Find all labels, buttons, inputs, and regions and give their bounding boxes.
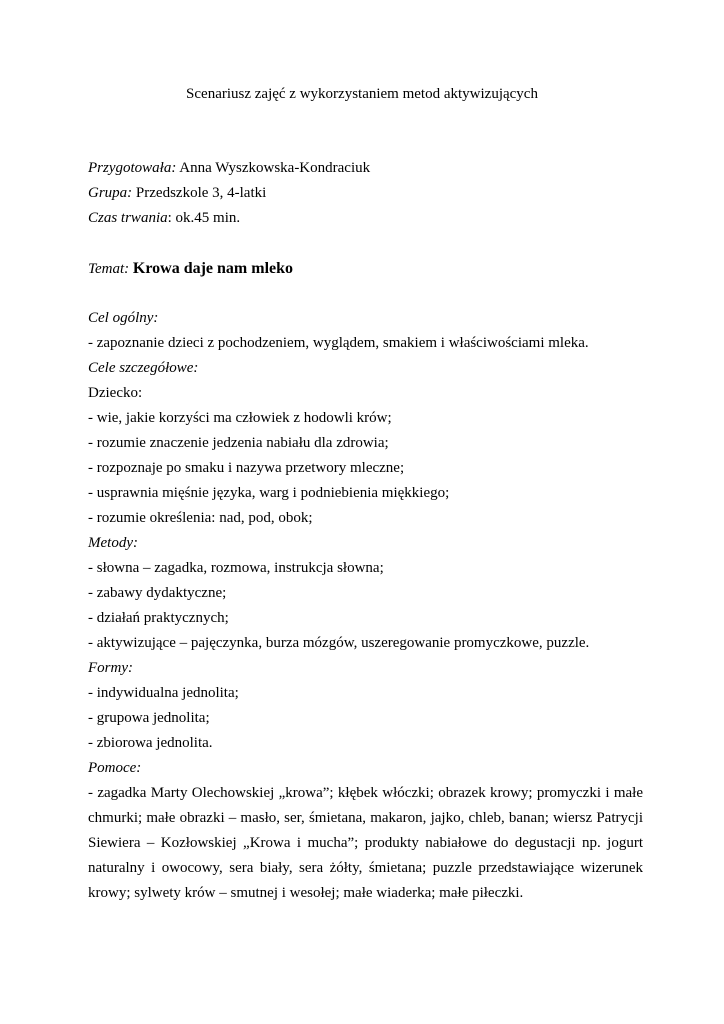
list-item: - działań praktycznych; [88, 610, 229, 626]
list-item: - rozumie znaczenie jedzenia nabiału dla zdrowia; [88, 435, 389, 451]
duration-line [88, 206, 643, 231]
duration-label: Czas trwania [88, 210, 168, 226]
document-body [88, 306, 643, 906]
list-item: - aktywizujące – pajęczynka, burza mózgów, uszeregowanie promyczkowe, puzzle. [88, 635, 590, 651]
prepared-by-label: Przygotowała: [88, 160, 177, 176]
methods-label: Metody: [88, 535, 138, 551]
group-label: Grupa: [88, 185, 133, 201]
list-item: - słowna – zagadka, rozmowa, instrukcja słowna; [88, 560, 384, 576]
header-info [88, 156, 643, 231]
list-item: - grupowa jednolita; [88, 710, 210, 726]
prepared-by-value: Anna Wyszkowska-Kondraciuk [176, 160, 371, 176]
document-title: Scenariusz zajęć z wykorzystaniem metod aktywizujących [186, 86, 538, 102]
general-goal-item: - zapoznanie dzieci z pochodzeniem, wyglądem, smakiem i właściwościami mleka. [88, 335, 589, 351]
list-item: - rozpoznaje po smaku i nazywa przetwory mleczne; [88, 460, 405, 476]
list-item: - zbiorowa jednolita. [88, 735, 213, 751]
list-item: - wie, jakie korzyści ma człowiek z hodowli krów; [88, 410, 392, 426]
group-value: Przedszkole 3, 4-latki [132, 185, 267, 201]
aids-paragraph: - zagadka Marty Olechowskiej „krowa”; kłębek włóczki; obrazek krowy; promyczki i małe chmurki; małe obrazki – masło, ser, śmietana, makaron, jajko, chleb, banan; wiersz Patrycji Siewiera – Kozłowskiej „Krowa i mucha”; produkty nabiałowe do degustacji np. jogurt naturalny i owocowy, sera biały, sera żółty, śmietana; puzzle przedstawiające wizerunek krowy; sylwety krów – smutnej i wesołej; małe wiaderka; małe piłeczki. [88, 785, 643, 901]
group-line [88, 181, 643, 206]
aids-label: Pomoce: [88, 760, 142, 776]
list-item: - zabawy dydaktyczne; [88, 585, 227, 601]
topic-value: Krowa daje nam mleko [132, 260, 294, 277]
list-item: - rozumie określenia: nad, pod, obok; [88, 510, 313, 526]
specific-goals-label: Cele szczegółowe: [88, 360, 199, 376]
forms-label: Formy: [88, 660, 133, 676]
prepared-by-line [88, 156, 643, 181]
list-item: - indywidualna jednolita; [88, 685, 239, 701]
specific-goals-intro: Dziecko: [88, 385, 143, 401]
list-item: - usprawnia mięśnie języka, warg i podniebienia miękkiego; [88, 485, 450, 501]
topic-label: Temat: [88, 261, 130, 277]
topic-line [88, 256, 643, 281]
general-goal-label: Cel ogólny: [88, 310, 159, 326]
duration-value: : ok.45 min. [167, 210, 241, 226]
